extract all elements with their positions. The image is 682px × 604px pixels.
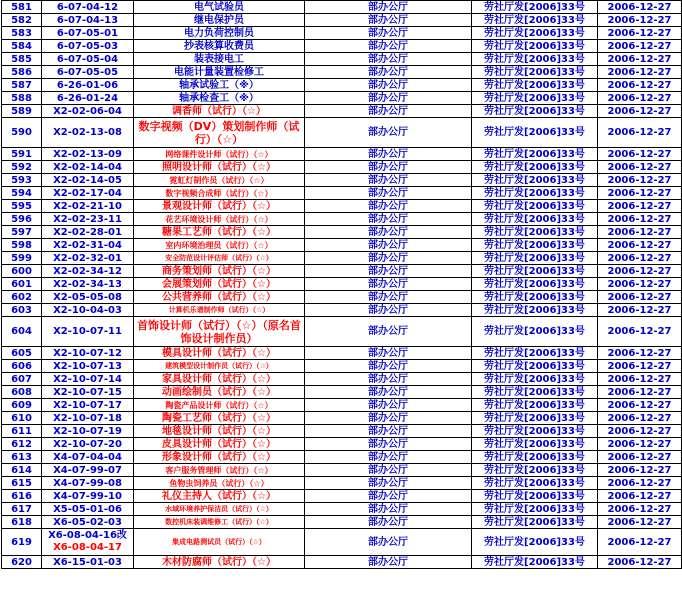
occupation-name-cell: 安全防范设计评估师（试行）（☆） bbox=[134, 252, 305, 265]
row-number-cell: 618 bbox=[2, 516, 42, 529]
row-number-cell: 602 bbox=[2, 291, 42, 304]
document-number-cell: 劳社厅发[2006]33号 bbox=[472, 265, 598, 278]
department-cell: 部办公厅 bbox=[305, 148, 472, 161]
document-number-cell: 劳社厅发[2006]33号 bbox=[472, 66, 598, 79]
occupation-name-cell: 动画绘制员（试行）（☆） bbox=[134, 386, 305, 399]
document-number-cell: 劳社厅发[2006]33号 bbox=[472, 187, 598, 200]
department-cell: 部办公厅 bbox=[305, 317, 472, 347]
occupation-table bbox=[1, 0, 682, 569]
row-number-cell: 595 bbox=[2, 200, 42, 213]
date-cell: 2006-12-27 bbox=[598, 105, 682, 118]
occupation-name-cell: 装表接电工 bbox=[134, 53, 305, 66]
occupation-name-cell: 花艺环境设计师（试行）（☆） bbox=[134, 213, 305, 226]
occupation-name-cell: 形象设计师（试行）（☆） bbox=[134, 451, 305, 464]
row-number-cell: 592 bbox=[2, 161, 42, 174]
occupation-code-cell: 6-07-04-12 bbox=[42, 1, 134, 14]
department-cell: 部办公厅 bbox=[305, 503, 472, 516]
occupation-name-cell: 模具设计师（试行）（☆） bbox=[134, 347, 305, 360]
occupation-name-cell: 电能计量装置检修工 bbox=[134, 66, 305, 79]
occupation-code-cell: 6-07-05-01 bbox=[42, 27, 134, 40]
department-cell: 部办公厅 bbox=[305, 304, 472, 317]
occupation-code-cell: X2-10-07-14 bbox=[42, 373, 134, 386]
occupation-name-cell: 建筑模型设计制作员（试行）（☆） bbox=[134, 360, 305, 373]
date-cell: 2006-12-27 bbox=[598, 1, 682, 14]
date-cell: 2006-12-27 bbox=[598, 79, 682, 92]
department-cell: 部办公厅 bbox=[305, 265, 472, 278]
row-number-cell: 593 bbox=[2, 174, 42, 187]
department-cell: 部办公厅 bbox=[305, 27, 472, 40]
date-cell: 2006-12-27 bbox=[598, 399, 682, 412]
row-number-cell: 583 bbox=[2, 27, 42, 40]
occupation-code-cell: X2-05-05-08 bbox=[42, 291, 134, 304]
occupation-name-cell: 首饰设计师（试行）（☆）（原名首饰设计制作员） bbox=[134, 317, 305, 347]
table-row bbox=[2, 161, 682, 174]
date-cell: 2006-12-27 bbox=[598, 360, 682, 373]
occupation-name-cell: 商务策划师（试行）（☆） bbox=[134, 265, 305, 278]
document-number-cell: 劳社厅发[2006]33号 bbox=[472, 317, 598, 347]
occupation-name-cell: 陶瓷工艺师（试行）（☆） bbox=[134, 412, 305, 425]
department-cell: 部办公厅 bbox=[305, 200, 472, 213]
document-number-cell: 劳社厅发[2006]33号 bbox=[472, 118, 598, 148]
occupation-code-cell: 6-07-05-05 bbox=[42, 66, 134, 79]
occupation-name-cell: 数控机床装调维修工（试行）（☆） bbox=[134, 516, 305, 529]
occupation-name-cell: 糖果工艺师（试行）（☆） bbox=[134, 226, 305, 239]
occupation-code-cell: X2-10-07-17 bbox=[42, 399, 134, 412]
document-number-cell: 劳社厅发[2006]33号 bbox=[472, 1, 598, 14]
date-cell: 2006-12-27 bbox=[598, 187, 682, 200]
occupation-name-cell: 计算机乐谱制作师（试行）（☆） bbox=[134, 304, 305, 317]
table-row bbox=[2, 239, 682, 252]
row-number-cell: 590 bbox=[2, 118, 42, 148]
department-cell: 部办公厅 bbox=[305, 252, 472, 265]
table-row bbox=[2, 438, 682, 451]
table-row bbox=[2, 14, 682, 27]
table-row bbox=[2, 291, 682, 304]
table-row bbox=[2, 118, 682, 148]
department-cell: 部办公厅 bbox=[305, 14, 472, 27]
occupation-code-cell bbox=[42, 529, 134, 556]
date-cell: 2006-12-27 bbox=[598, 451, 682, 464]
document-number-cell: 劳社厅发[2006]33号 bbox=[472, 79, 598, 92]
occupation-name-cell: 调香师（试行）（☆） bbox=[134, 105, 305, 118]
occupation-name-cell: 继电保护员 bbox=[134, 14, 305, 27]
department-cell: 部办公厅 bbox=[305, 278, 472, 291]
table-row bbox=[2, 425, 682, 438]
occupation-code-cell: X5-05-01-06 bbox=[42, 503, 134, 516]
department-cell: 部办公厅 bbox=[305, 40, 472, 53]
occupation-name-cell: 皮具设计师（试行）（☆） bbox=[134, 438, 305, 451]
row-number-cell: 586 bbox=[2, 66, 42, 79]
occupation-code-line: X6-08-04-16改 bbox=[48, 530, 127, 541]
occupation-code-cell: X2-10-07-18 bbox=[42, 412, 134, 425]
row-number-cell: 588 bbox=[2, 92, 42, 105]
row-number-cell: 612 bbox=[2, 438, 42, 451]
department-cell: 部办公厅 bbox=[305, 490, 472, 503]
date-cell: 2006-12-27 bbox=[598, 226, 682, 239]
occupation-code-cell: X2-02-14-05 bbox=[42, 174, 134, 187]
row-number-cell: 594 bbox=[2, 187, 42, 200]
date-cell: 2006-12-27 bbox=[598, 516, 682, 529]
table-row bbox=[2, 226, 682, 239]
document-number-cell: 劳社厅发[2006]33号 bbox=[472, 239, 598, 252]
document-number-cell: 劳社厅发[2006]33号 bbox=[472, 529, 598, 556]
department-cell: 部办公厅 bbox=[305, 174, 472, 187]
document-number-cell: 劳社厅发[2006]33号 bbox=[472, 27, 598, 40]
occupation-name-cell: 陶瓷产品设计师（试行）（☆） bbox=[134, 399, 305, 412]
occupation-code-cell: X2-10-07-12 bbox=[42, 347, 134, 360]
occupation-code-cell: X2-10-04-03 bbox=[42, 304, 134, 317]
occupation-name-cell: 水域环境养护保洁员（试行）（☆） bbox=[134, 503, 305, 516]
row-number-cell: 615 bbox=[2, 477, 42, 490]
document-number-cell: 劳社厅发[2006]33号 bbox=[472, 556, 598, 569]
table-row bbox=[2, 1, 682, 14]
table-row bbox=[2, 27, 682, 40]
row-number-cell: 587 bbox=[2, 79, 42, 92]
occupation-code-cell: X2-02-28-01 bbox=[42, 226, 134, 239]
occupation-code-cell: X2-10-07-20 bbox=[42, 438, 134, 451]
table-row bbox=[2, 360, 682, 373]
document-number-cell: 劳社厅发[2006]33号 bbox=[472, 200, 598, 213]
department-cell: 部办公厅 bbox=[305, 239, 472, 252]
department-cell: 部办公厅 bbox=[305, 79, 472, 92]
row-number-cell: 607 bbox=[2, 373, 42, 386]
occupation-name-cell: 家具设计师（试行）（☆） bbox=[134, 373, 305, 386]
occupation-code-cell: X2-10-07-11 bbox=[42, 317, 134, 347]
occupation-code-cell: 6-26-01-06 bbox=[42, 79, 134, 92]
table-row bbox=[2, 317, 682, 347]
table-row bbox=[2, 556, 682, 569]
table-row bbox=[2, 490, 682, 503]
date-cell: 2006-12-27 bbox=[598, 386, 682, 399]
occupation-name-cell: 电力负荷控制员 bbox=[134, 27, 305, 40]
occupation-name-cell: 会展策划师（试行）（☆） bbox=[134, 278, 305, 291]
document-number-cell: 劳社厅发[2006]33号 bbox=[472, 291, 598, 304]
table-row bbox=[2, 529, 682, 556]
document-number-cell: 劳社厅发[2006]33号 bbox=[472, 360, 598, 373]
occupation-name-cell: 鱼物虫饲养员（试行）（☆） bbox=[134, 477, 305, 490]
occupation-name-cell: 地毯设计师（试行）（☆） bbox=[134, 425, 305, 438]
occupation-name-cell: 数字视频（DV）策划制作师（试行）（☆） bbox=[134, 118, 305, 148]
table-row bbox=[2, 79, 682, 92]
document-number-cell: 劳社厅发[2006]33号 bbox=[472, 148, 598, 161]
table-row bbox=[2, 386, 682, 399]
occupation-name-cell: 抄表核算收费员 bbox=[134, 40, 305, 53]
table-row bbox=[2, 516, 682, 529]
document-number-cell: 劳社厅发[2006]33号 bbox=[472, 503, 598, 516]
department-cell: 部办公厅 bbox=[305, 118, 472, 148]
occupation-code-cell: X2-02-34-13 bbox=[42, 278, 134, 291]
occupation-name-cell: 客户服务管理师（试行）（☆） bbox=[134, 464, 305, 477]
date-cell: 2006-12-27 bbox=[598, 14, 682, 27]
occupation-name-cell: 景观设计师（试行）（☆） bbox=[134, 200, 305, 213]
occupation-code-cell: X2-02-21-10 bbox=[42, 200, 134, 213]
department-cell: 部办公厅 bbox=[305, 360, 472, 373]
row-number-cell: 585 bbox=[2, 53, 42, 66]
row-number-cell: 599 bbox=[2, 252, 42, 265]
document-number-cell: 劳社厅发[2006]33号 bbox=[472, 252, 598, 265]
row-number-cell: 611 bbox=[2, 425, 42, 438]
date-cell: 2006-12-27 bbox=[598, 40, 682, 53]
date-cell: 2006-12-27 bbox=[598, 373, 682, 386]
department-cell: 部办公厅 bbox=[305, 464, 472, 477]
date-cell: 2006-12-27 bbox=[598, 304, 682, 317]
occupation-name-cell: 轴承检查工（※） bbox=[134, 92, 305, 105]
row-number-cell: 581 bbox=[2, 1, 42, 14]
occupation-name-cell: 数字视频合成师（试行）（☆） bbox=[134, 187, 305, 200]
occupation-code-cell: X6-05-02-03 bbox=[42, 516, 134, 529]
row-number-cell: 603 bbox=[2, 304, 42, 317]
occupation-code-cell: X4-07-04-04 bbox=[42, 451, 134, 464]
date-cell: 2006-12-27 bbox=[598, 265, 682, 278]
department-cell: 部办公厅 bbox=[305, 92, 472, 105]
occupation-code-cell: 6-26-01-24 bbox=[42, 92, 134, 105]
table-row bbox=[2, 92, 682, 105]
document-number-cell: 劳社厅发[2006]33号 bbox=[472, 213, 598, 226]
date-cell: 2006-12-27 bbox=[598, 161, 682, 174]
department-cell: 部办公厅 bbox=[305, 1, 472, 14]
row-number-cell: 601 bbox=[2, 278, 42, 291]
occupation-code-cell: X2-02-32-01 bbox=[42, 252, 134, 265]
row-number-cell: 582 bbox=[2, 14, 42, 27]
document-number-cell: 劳社厅发[2006]33号 bbox=[472, 425, 598, 438]
occupation-code-cell: X2-10-07-15 bbox=[42, 386, 134, 399]
table-row bbox=[2, 148, 682, 161]
department-cell: 部办公厅 bbox=[305, 213, 472, 226]
department-cell: 部办公厅 bbox=[305, 477, 472, 490]
date-cell: 2006-12-27 bbox=[598, 174, 682, 187]
department-cell: 部办公厅 bbox=[305, 291, 472, 304]
table-row bbox=[2, 105, 682, 118]
date-cell: 2006-12-27 bbox=[598, 118, 682, 148]
date-cell: 2006-12-27 bbox=[598, 425, 682, 438]
document-number-cell: 劳社厅发[2006]33号 bbox=[472, 451, 598, 464]
table-row bbox=[2, 304, 682, 317]
occupation-code-cell: 6-07-05-04 bbox=[42, 53, 134, 66]
document-number-cell: 劳社厅发[2006]33号 bbox=[472, 40, 598, 53]
table-row bbox=[2, 477, 682, 490]
row-number-cell: 606 bbox=[2, 360, 42, 373]
row-number-cell: 597 bbox=[2, 226, 42, 239]
occupation-code-cell: X4-07-99-10 bbox=[42, 490, 134, 503]
occupation-code-cell: X2-02-06-04 bbox=[42, 105, 134, 118]
document-number-cell: 劳社厅发[2006]33号 bbox=[472, 373, 598, 386]
occupation-code-cell: 6-07-04-13 bbox=[42, 14, 134, 27]
occupation-code-cell: X4-07-99-07 bbox=[42, 464, 134, 477]
date-cell: 2006-12-27 bbox=[598, 27, 682, 40]
document-number-cell: 劳社厅发[2006]33号 bbox=[472, 490, 598, 503]
occupation-code-cell: X2-02-13-08 bbox=[42, 118, 134, 148]
document-number-cell: 劳社厅发[2006]33号 bbox=[472, 278, 598, 291]
row-number-cell: 619 bbox=[2, 529, 42, 556]
date-cell: 2006-12-27 bbox=[598, 213, 682, 226]
document-number-cell: 劳社厅发[2006]33号 bbox=[472, 516, 598, 529]
occupation-code-cell: X2-02-14-04 bbox=[42, 161, 134, 174]
row-number-cell: 608 bbox=[2, 386, 42, 399]
table-body bbox=[2, 1, 682, 569]
department-cell: 部办公厅 bbox=[305, 412, 472, 425]
department-cell: 部办公厅 bbox=[305, 347, 472, 360]
document-number-cell: 劳社厅发[2006]33号 bbox=[472, 105, 598, 118]
occupation-name-cell: 礼仪主持人（试行）（☆） bbox=[134, 490, 305, 503]
date-cell: 2006-12-27 bbox=[598, 317, 682, 347]
occupation-name-cell: 网络课件设计师（试行）（☆） bbox=[134, 148, 305, 161]
table-row bbox=[2, 278, 682, 291]
occupation-name-cell: 室内环境治理员（试行）（☆） bbox=[134, 239, 305, 252]
date-cell: 2006-12-27 bbox=[598, 490, 682, 503]
date-cell: 2006-12-27 bbox=[598, 464, 682, 477]
department-cell: 部办公厅 bbox=[305, 529, 472, 556]
occupation-name-cell: 公共营养师（试行）（☆） bbox=[134, 291, 305, 304]
occupation-code-cell: X2-10-07-13 bbox=[42, 360, 134, 373]
date-cell: 2006-12-27 bbox=[598, 477, 682, 490]
date-cell: 2006-12-27 bbox=[598, 291, 682, 304]
table-row bbox=[2, 187, 682, 200]
row-number-cell: 605 bbox=[2, 347, 42, 360]
document-number-cell: 劳社厅发[2006]33号 bbox=[472, 412, 598, 425]
row-number-cell: 589 bbox=[2, 105, 42, 118]
table-row bbox=[2, 66, 682, 79]
occupation-name-cell: 电气试验员 bbox=[134, 1, 305, 14]
document-number-cell: 劳社厅发[2006]33号 bbox=[472, 399, 598, 412]
date-cell: 2006-12-27 bbox=[598, 92, 682, 105]
row-number-cell: 616 bbox=[2, 490, 42, 503]
row-number-cell: 620 bbox=[2, 556, 42, 569]
document-number-cell: 劳社厅发[2006]33号 bbox=[472, 438, 598, 451]
date-cell: 2006-12-27 bbox=[598, 347, 682, 360]
table-row bbox=[2, 40, 682, 53]
date-cell: 2006-12-27 bbox=[598, 556, 682, 569]
date-cell: 2006-12-27 bbox=[598, 53, 682, 66]
occupation-code-cell: X2-02-23-11 bbox=[42, 213, 134, 226]
occupation-code-cell: 6-07-05-03 bbox=[42, 40, 134, 53]
occupation-code-alt-line: X6-08-04-17 bbox=[53, 542, 122, 553]
date-cell: 2006-12-27 bbox=[598, 252, 682, 265]
date-cell: 2006-12-27 bbox=[598, 503, 682, 516]
occupation-code-cell: X6-15-01-03 bbox=[42, 556, 134, 569]
table-row bbox=[2, 265, 682, 278]
department-cell: 部办公厅 bbox=[305, 451, 472, 464]
document-number-cell: 劳社厅发[2006]33号 bbox=[472, 161, 598, 174]
table-row bbox=[2, 412, 682, 425]
occupation-code-cell: X4-07-99-08 bbox=[42, 477, 134, 490]
row-number-cell: 600 bbox=[2, 265, 42, 278]
document-number-cell: 劳社厅发[2006]33号 bbox=[472, 347, 598, 360]
date-cell: 2006-12-27 bbox=[598, 239, 682, 252]
row-number-cell: 617 bbox=[2, 503, 42, 516]
table-row bbox=[2, 503, 682, 516]
row-number-cell: 584 bbox=[2, 40, 42, 53]
table-row bbox=[2, 252, 682, 265]
department-cell: 部办公厅 bbox=[305, 516, 472, 529]
date-cell: 2006-12-27 bbox=[598, 278, 682, 291]
document-number-cell: 劳社厅发[2006]33号 bbox=[472, 92, 598, 105]
date-cell: 2006-12-27 bbox=[598, 529, 682, 556]
table-row bbox=[2, 53, 682, 66]
occupation-name-cell: 木材防腐师（试行）（☆） bbox=[134, 556, 305, 569]
table-row bbox=[2, 464, 682, 477]
department-cell: 部办公厅 bbox=[305, 105, 472, 118]
department-cell: 部办公厅 bbox=[305, 438, 472, 451]
occupation-code-cell: X2-02-31-04 bbox=[42, 239, 134, 252]
department-cell: 部办公厅 bbox=[305, 386, 472, 399]
department-cell: 部办公厅 bbox=[305, 226, 472, 239]
occupation-name-cell: 轴承试验工（※） bbox=[134, 79, 305, 92]
occupation-code-cell: X2-02-17-04 bbox=[42, 187, 134, 200]
row-number-cell: 598 bbox=[2, 239, 42, 252]
date-cell: 2006-12-27 bbox=[598, 148, 682, 161]
table-row bbox=[2, 399, 682, 412]
document-number-cell: 劳社厅发[2006]33号 bbox=[472, 386, 598, 399]
department-cell: 部办公厅 bbox=[305, 556, 472, 569]
department-cell: 部办公厅 bbox=[305, 399, 472, 412]
table-row bbox=[2, 213, 682, 226]
department-cell: 部办公厅 bbox=[305, 66, 472, 79]
row-number-cell: 609 bbox=[2, 399, 42, 412]
table-row bbox=[2, 200, 682, 213]
date-cell: 2006-12-27 bbox=[598, 438, 682, 451]
occupation-name-cell: 照明设计师（试行）（☆） bbox=[134, 161, 305, 174]
department-cell: 部办公厅 bbox=[305, 161, 472, 174]
row-number-cell: 596 bbox=[2, 213, 42, 226]
document-number-cell: 劳社厅发[2006]33号 bbox=[472, 174, 598, 187]
table-row bbox=[2, 174, 682, 187]
occupation-name-cell: 霓虹灯制作员（试行）（☆） bbox=[134, 174, 305, 187]
document-number-cell: 劳社厅发[2006]33号 bbox=[472, 477, 598, 490]
document-number-cell: 劳社厅发[2006]33号 bbox=[472, 304, 598, 317]
table-row bbox=[2, 373, 682, 386]
department-cell: 部办公厅 bbox=[305, 373, 472, 386]
row-number-cell: 604 bbox=[2, 317, 42, 347]
document-number-cell: 劳社厅发[2006]33号 bbox=[472, 14, 598, 27]
table-row bbox=[2, 451, 682, 464]
occupation-code-cell: X2-02-34-12 bbox=[42, 265, 134, 278]
date-cell: 2006-12-27 bbox=[598, 412, 682, 425]
row-number-cell: 614 bbox=[2, 464, 42, 477]
occupation-code-cell: X2-02-13-09 bbox=[42, 148, 134, 161]
date-cell: 2006-12-27 bbox=[598, 200, 682, 213]
department-cell: 部办公厅 bbox=[305, 187, 472, 200]
row-number-cell: 613 bbox=[2, 451, 42, 464]
date-cell: 2006-12-27 bbox=[598, 66, 682, 79]
row-number-cell: 610 bbox=[2, 412, 42, 425]
document-number-cell: 劳社厅发[2006]33号 bbox=[472, 226, 598, 239]
table-row bbox=[2, 347, 682, 360]
department-cell: 部办公厅 bbox=[305, 53, 472, 66]
row-number-cell: 591 bbox=[2, 148, 42, 161]
occupation-code-cell: X2-10-07-19 bbox=[42, 425, 134, 438]
document-number-cell: 劳社厅发[2006]33号 bbox=[472, 464, 598, 477]
department-cell: 部办公厅 bbox=[305, 425, 472, 438]
occupation-name-cell: 集成电路测试员（试行）（☆） bbox=[134, 529, 305, 556]
document-number-cell: 劳社厅发[2006]33号 bbox=[472, 53, 598, 66]
